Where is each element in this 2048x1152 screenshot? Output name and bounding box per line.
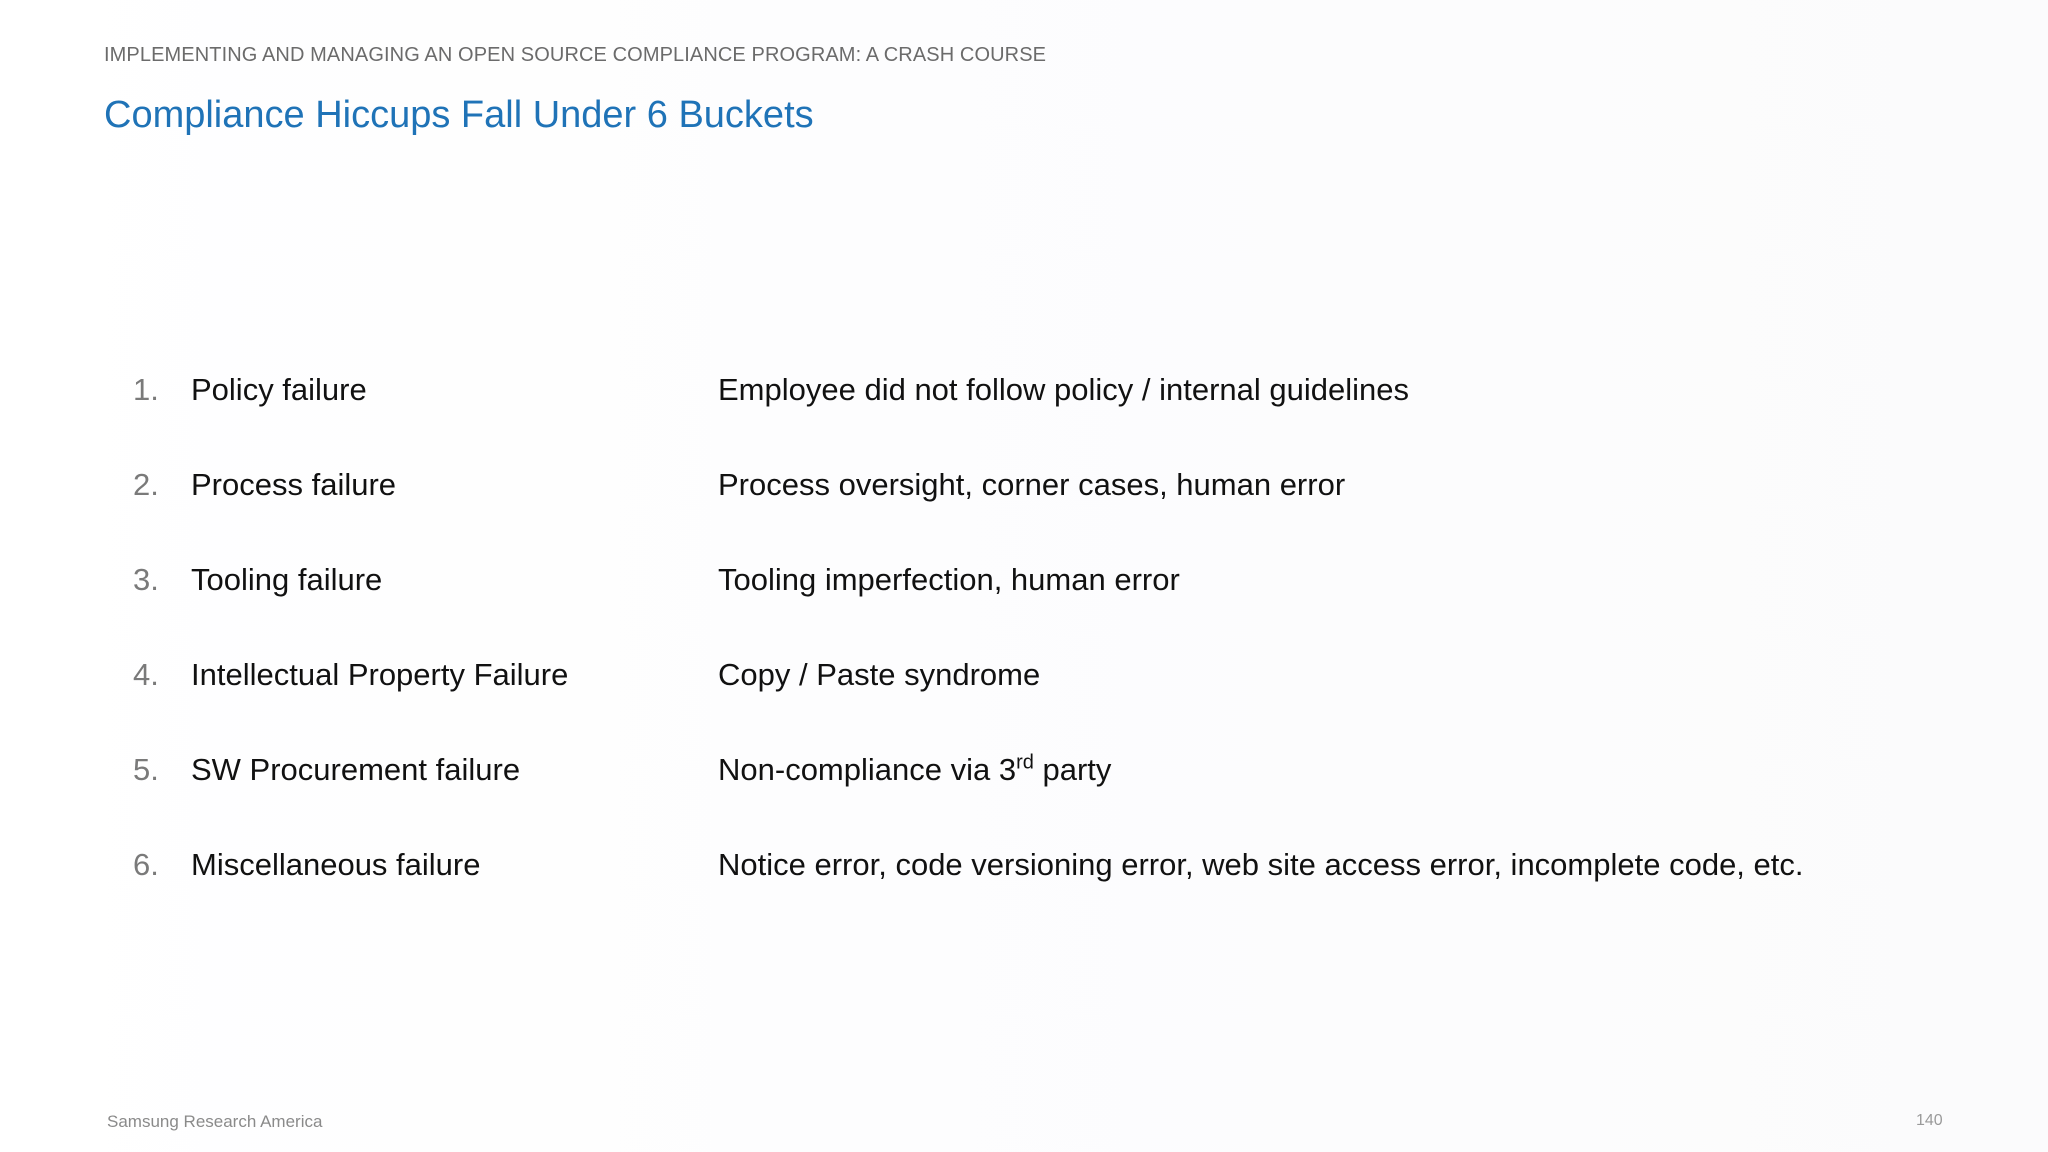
bucket-name: SW Procurement failure	[191, 752, 521, 787]
bucket-description	[718, 752, 1111, 788]
bucket-description-prefix: Non-compliance via 3	[718, 752, 1017, 787]
organization-footer: Samsung Research America	[107, 1112, 323, 1131]
slide-title: Compliance Hiccups Fall Under 6 Buckets	[104, 94, 814, 136]
item-number: 1.	[133, 372, 159, 407]
bucket-name: Intellectual Property Failure	[191, 657, 569, 692]
list-item	[0, 657, 2048, 707]
list-item	[0, 752, 2048, 802]
page-number: 140	[1916, 1112, 1943, 1129]
ordinal-superscript: rd	[1016, 751, 1034, 774]
list-item	[0, 372, 2048, 422]
item-number: 2.	[133, 467, 159, 502]
bucket-description: Tooling imperfection, human error	[718, 562, 1180, 597]
item-number: 5.	[133, 752, 159, 787]
bucket-description: Copy / Paste syndrome	[718, 657, 1041, 692]
bucket-name: Tooling failure	[191, 562, 383, 597]
presentation-kicker: IMPLEMENTING AND MANAGING AN OPEN SOURCE COMPLIANCE PROGRAM: A CRASH COURSE	[104, 44, 1047, 66]
list-item	[0, 562, 2048, 612]
list-item	[0, 847, 2048, 897]
bucket-name: Process failure	[191, 467, 397, 502]
bucket-name: Miscellaneous failure	[191, 847, 481, 882]
bucket-description: Notice error, code versioning error, web site access error, incomplete code, etc.	[718, 847, 1804, 882]
bucket-description: Process oversight, corner cases, human error	[718, 467, 1346, 502]
item-number: 3.	[133, 562, 159, 597]
bucket-description: Employee did not follow policy / internal guidelines	[718, 372, 1410, 407]
bucket-description-suffix: party	[1033, 752, 1112, 787]
item-number: 4.	[133, 657, 159, 692]
bucket-name: Policy failure	[191, 372, 367, 407]
list-item	[0, 467, 2048, 517]
item-number: 6.	[133, 847, 159, 882]
